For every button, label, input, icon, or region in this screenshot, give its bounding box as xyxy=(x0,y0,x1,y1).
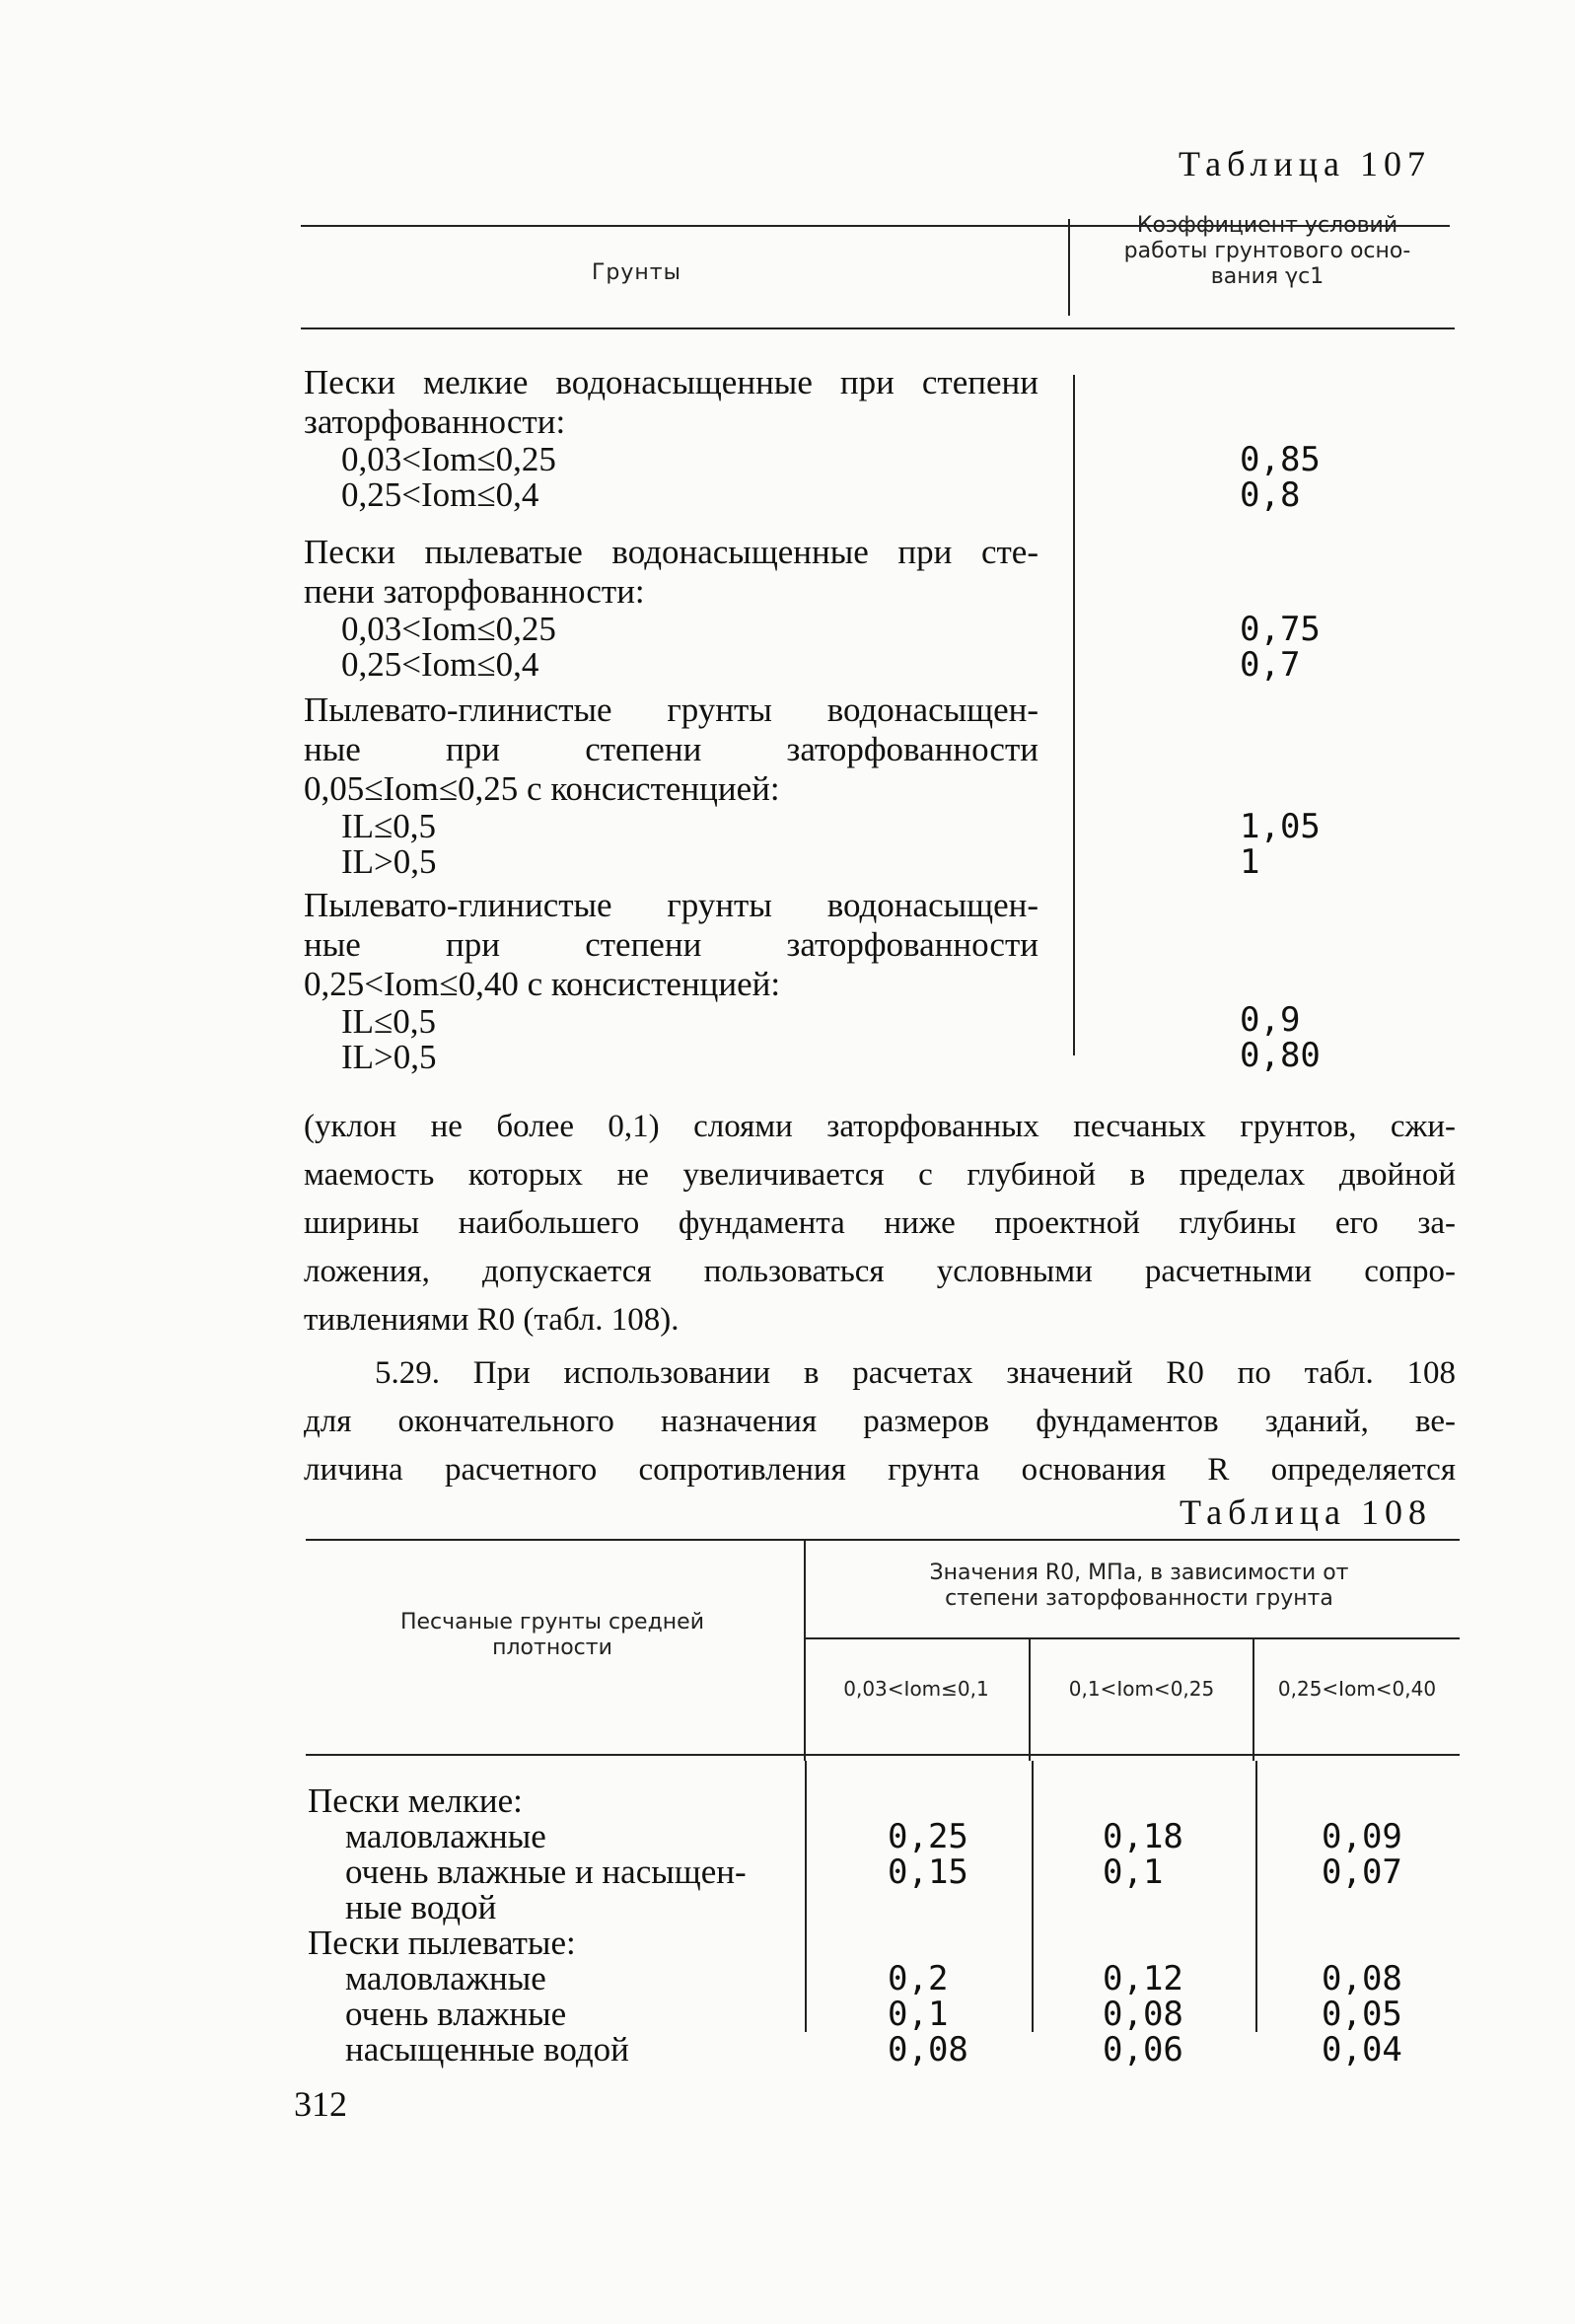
table-cell: 0,04 xyxy=(1322,2030,1402,2070)
paragraph-line: 5.29. При использовании в расчетах значений R0 по табл. 108 xyxy=(375,1355,1456,1391)
paragraph-line: тивлениями R0 (табл. 108). xyxy=(304,1302,680,1338)
paragraph-line: маемость которых не увеличивается с глубиной в пределах двойной xyxy=(304,1157,1456,1193)
row-label: насыщенные водой xyxy=(345,2030,629,2069)
table-cell xyxy=(1103,1925,1183,1961)
table-cell xyxy=(888,1890,968,1925)
row-label: 0,25<Iom≤0,4 xyxy=(341,645,539,684)
table-cell xyxy=(888,1925,968,1961)
table-cell: 0,09 xyxy=(1322,1817,1402,1856)
row-label: Пески пылеватые: xyxy=(308,1924,576,1962)
table-107-group-4 xyxy=(304,886,1038,1075)
group-title-line: 0,25<Iom≤0,40 с консистенцией: xyxy=(304,965,781,1003)
table-108-col-header-3: 0,25<Iom<0,40 xyxy=(1277,1677,1437,1701)
table-cell xyxy=(1322,1890,1402,1925)
group-title-line: ные при степени заторфованности xyxy=(304,925,1038,964)
table-cell xyxy=(1103,1783,1183,1819)
table-cell xyxy=(1322,1783,1402,1819)
table-107-header-coefficient xyxy=(1085,213,1450,290)
group-title-line: Пески пылеватые водонасыщенные при сте- xyxy=(304,533,1038,571)
group-title-line: пени заторфованности: xyxy=(304,572,645,611)
table-107-value: 0,75 xyxy=(1240,610,1321,649)
table-cell: 0,12 xyxy=(1103,1959,1183,1998)
table-cell: 0,08 xyxy=(888,2030,968,2070)
table-107-value: 0,80 xyxy=(1240,1036,1321,1075)
table-107-header-divider xyxy=(1068,219,1070,316)
row-label: 0,03<Iom≤0,25 xyxy=(341,440,556,478)
header-coef-line-1: Коэффициент условий xyxy=(1136,213,1398,238)
table-cell: 0,2 xyxy=(888,1959,949,1998)
table-108-values-col-1 xyxy=(888,1783,968,2068)
table-108-subheader-rule xyxy=(806,1637,1460,1639)
row-label: IL≤0,5 xyxy=(341,807,436,845)
group-title-line: заторфованности: xyxy=(304,402,566,441)
header-values-line-1: Значения R0, МПа, в зависимости от xyxy=(929,1561,1349,1585)
table-107-value: 0,85 xyxy=(1240,440,1321,479)
row-label: 0,25<Iom≤0,4 xyxy=(341,475,539,514)
table-107-header-soils: Грунты xyxy=(592,260,681,285)
row-label: маловлажные xyxy=(345,1817,546,1855)
table-107-value: 0,9 xyxy=(1240,1000,1301,1040)
paragraph-line: для окончательного назначения размеров фундаментов зданий, ве- xyxy=(304,1404,1456,1439)
paragraph-line: ширины наибольшего фундамента ниже проектной глубины его за- xyxy=(304,1205,1456,1241)
row-label: очень влажные и насыщен- xyxy=(345,1852,747,1891)
table-cell: 0,1 xyxy=(1103,1852,1164,1892)
table-107-header-rule xyxy=(301,327,1455,329)
table-108-body-divider-0 xyxy=(805,1761,807,2032)
table-107-group-2 xyxy=(304,533,1038,683)
table-cell: 0,05 xyxy=(1322,1995,1402,2034)
table-107-value: 0,8 xyxy=(1240,475,1301,515)
table-108-header-values xyxy=(819,1561,1460,1612)
table-108-body-divider-1 xyxy=(1032,1761,1034,2032)
table-cell xyxy=(1322,1925,1402,1961)
group-title-line: Пылевато-глинистые грунты водонасыщен- xyxy=(304,690,1038,729)
table-108-header-rule xyxy=(306,1754,1460,1756)
table-108-col-header-2: 0,1<Iom<0,25 xyxy=(1068,1677,1215,1701)
table-cell: 0,07 xyxy=(1322,1852,1402,1892)
row-label: 0,03<Iom≤0,25 xyxy=(341,610,556,648)
row-label: очень влажные xyxy=(345,1995,567,2033)
row-label: Пески мелкие: xyxy=(308,1781,523,1820)
table-108-caption: Таблица 108 xyxy=(1180,1492,1432,1532)
table-cell: 0,1 xyxy=(888,1995,949,2034)
row-label: маловлажные xyxy=(345,1959,546,1997)
table-108-header-divider xyxy=(804,1539,806,1761)
table-cell: 0,08 xyxy=(1103,1995,1183,2034)
row-label: ные водой xyxy=(345,1888,497,1926)
header-soils-line-2: плотности xyxy=(492,1635,612,1660)
table-cell: 0,06 xyxy=(1103,2030,1183,2070)
table-cell xyxy=(888,1783,968,1819)
row-label: IL>0,5 xyxy=(341,1038,437,1076)
header-soils-line-1: Песчаные грунты средней xyxy=(399,1610,705,1634)
table-108-row-labels xyxy=(308,1783,796,2068)
paragraph-line: ложения, допускается пользоваться условными расчетными сопро- xyxy=(304,1254,1456,1289)
header-coef-line-3: вания γc1 xyxy=(1210,264,1324,289)
paragraph-line: личина расчетного сопротивления грунта основания R определяется xyxy=(304,1452,1456,1488)
paragraph-line: (уклон не более 0,1) слоями заторфованных песчаных грунтов, сжи- xyxy=(304,1109,1456,1144)
table-cell: 0,25 xyxy=(888,1817,968,1856)
table-cell: 0,08 xyxy=(1322,1959,1402,1998)
group-title-line: Пески мелкие водонасыщенные при степени xyxy=(304,363,1038,401)
table-107-value: 1,05 xyxy=(1240,807,1321,846)
group-title-line: 0,05≤Iom≤0,25 с консистенцией: xyxy=(304,769,780,808)
paragraph-continuation xyxy=(304,1103,1456,1344)
table-108-top-rule xyxy=(306,1539,1460,1541)
table-107-group-3 xyxy=(304,690,1038,880)
table-108-values-col-2 xyxy=(1103,1783,1183,2068)
row-label: IL≤0,5 xyxy=(341,1002,436,1041)
table-107-value: 0,7 xyxy=(1240,645,1301,685)
table-108-body-divider-2 xyxy=(1255,1761,1257,2032)
table-107-column-divider xyxy=(1073,375,1075,1055)
header-values-line-2: степени заторфованности грунта xyxy=(945,1586,1333,1611)
table-cell: 0,15 xyxy=(888,1852,968,1892)
row-label: IL>0,5 xyxy=(341,842,437,881)
table-107-value: 1 xyxy=(1240,842,1260,882)
group-title-line: ные при степени заторфованности xyxy=(304,730,1038,768)
header-coef-line-2: работы грунтового осно- xyxy=(1123,239,1411,263)
table-107-caption: Таблица 107 xyxy=(1179,144,1431,183)
group-title-line: Пылевато-глинистые грунты водонасыщен- xyxy=(304,886,1038,924)
table-108-col-header-1: 0,03<Iom≤0,1 xyxy=(843,1677,989,1701)
page-number: 312 xyxy=(294,2084,347,2124)
paragraph-5-29 xyxy=(304,1349,1456,1494)
table-107-group-1 xyxy=(304,363,1038,513)
table-cell: 0,18 xyxy=(1103,1817,1183,1856)
table-108-header-soils xyxy=(325,1610,779,1661)
table-108-values-col-3 xyxy=(1322,1783,1402,2068)
table-cell xyxy=(1103,1890,1183,1925)
